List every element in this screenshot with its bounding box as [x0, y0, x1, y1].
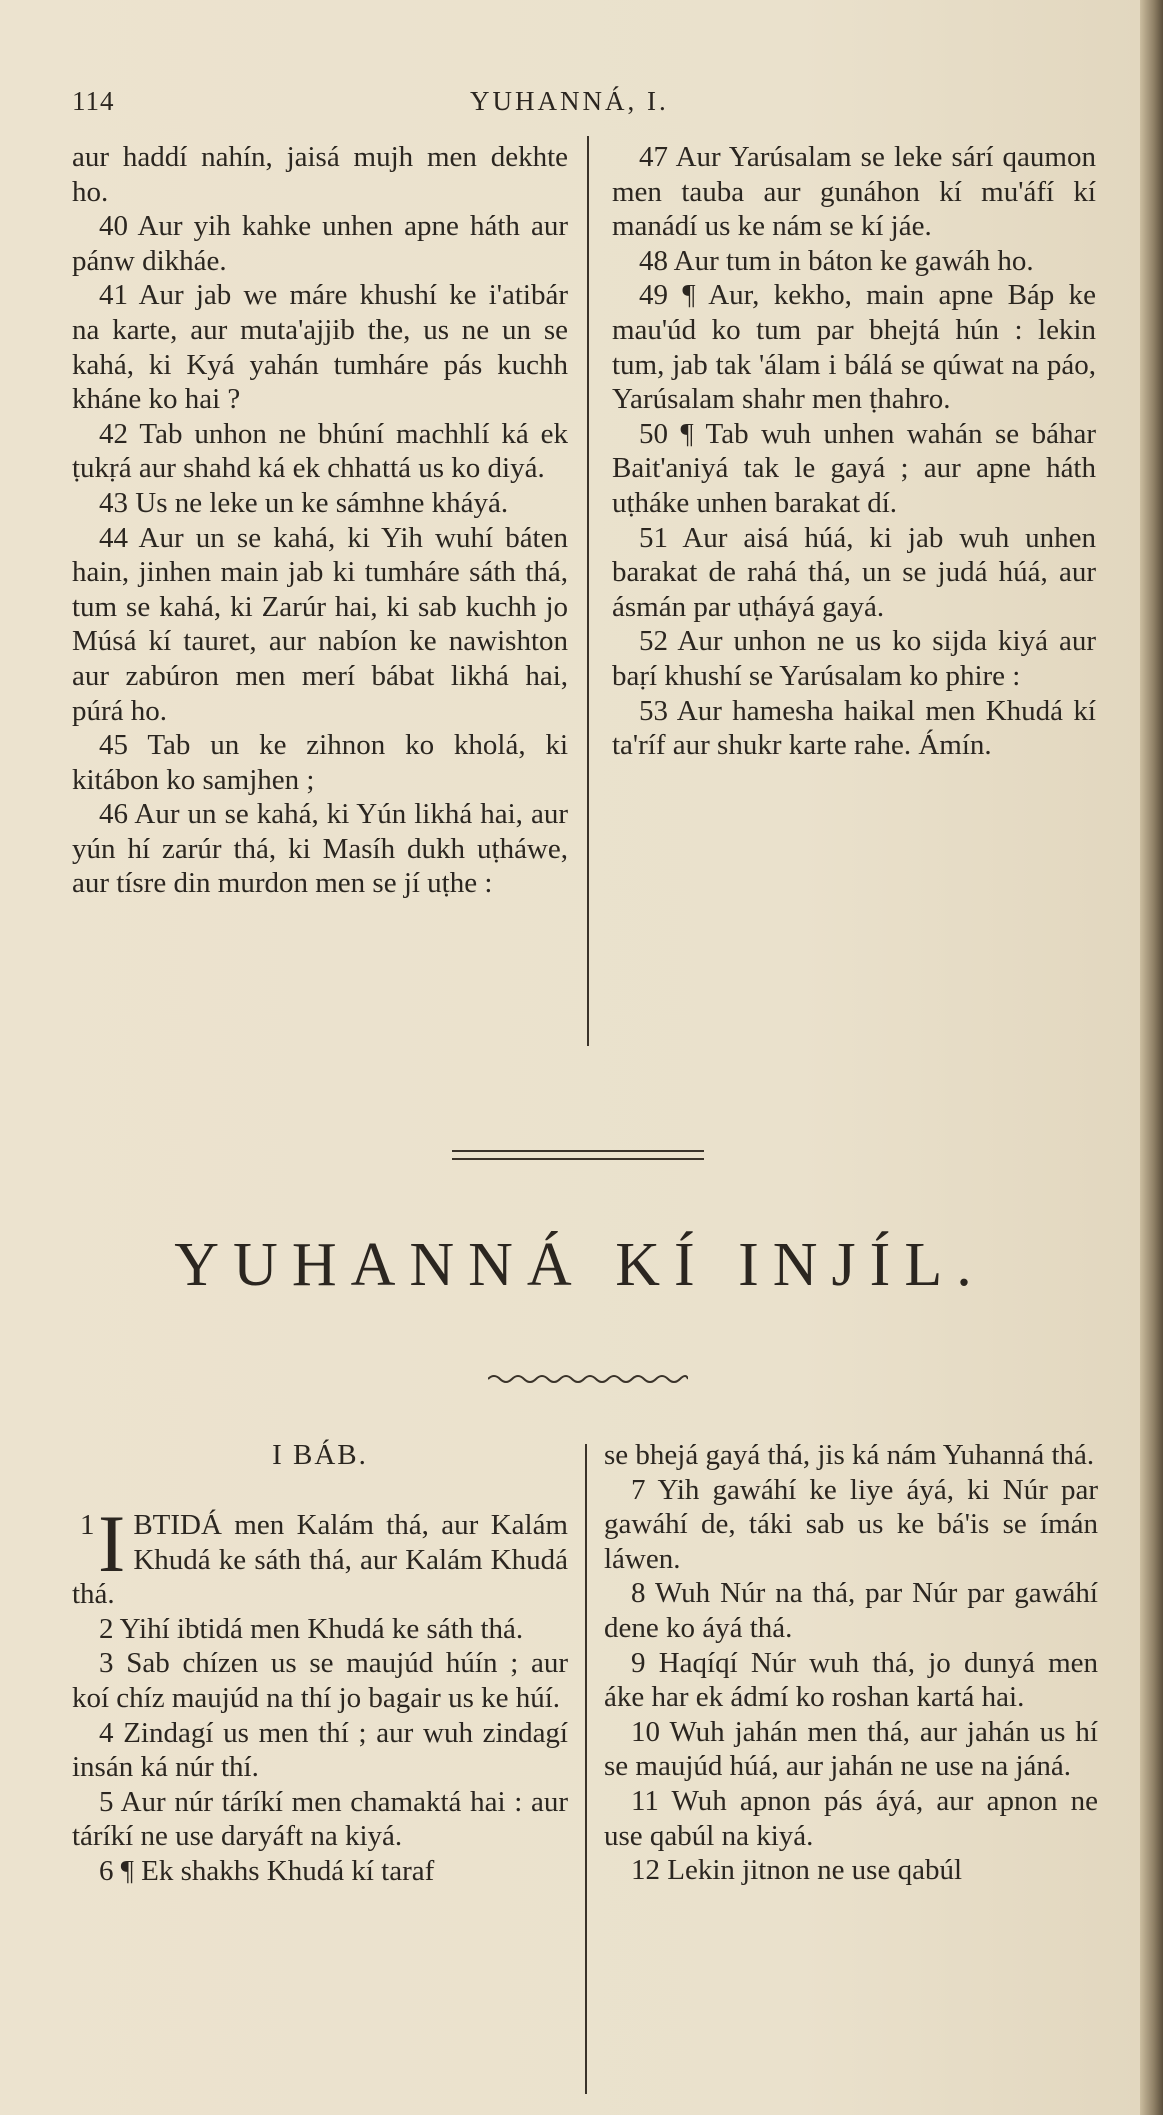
verse: se bhejá gayá thá, jis ká nám Yuhanná thá.	[604, 1439, 1095, 1471]
verse: 46 Aur un se kahá, ki Yún likhá hai, aur yún hí zarúr thá, ki Masíh dukh uṭháwe, aur tísre din murdon men se jí uṭhe :	[72, 798, 568, 900]
verse-text: BTIDÁ men Kalám thá, aur Kalám Khudá ke sáth thá, aur Kalám Khudá thá.	[72, 1509, 568, 1611]
verse: 2 Yihí ibtidá men Khudá ke sáth thá.	[99, 1612, 524, 1645]
verse: 5 Aur núr táríkí men chamaktá hai : aur táríkí ne use daryáft na kiyá.	[72, 1785, 568, 1853]
section-rule	[452, 1158, 704, 1160]
verse: 7 Yih gawáhí ke liye áyá, ki Núr par gawáhí de, táki sab us ke bá'is se ímán láwen.	[604, 1473, 1098, 1575]
section-rule	[452, 1150, 704, 1152]
verse: 44 Aur un se kahá, ki Yih wuhí báten hain, jinhen main jab ki tumháre sáth thá, tum se kahá, ki Zarúr hai, ki sab kuchh jo Músá kí tauret, aur nabíon ke nawishton aur zabúron men merí bábat likhá hai, púrá ho.	[72, 521, 568, 727]
running-chapter-title: YUHANNÁ, I.	[470, 86, 669, 116]
column-divider	[587, 136, 589, 1046]
verse: 12 Lekin jitnon ne use qabúl	[631, 1854, 963, 1887]
verse: 6 ¶ Ek shakhs Khudá kí taraf	[99, 1854, 435, 1887]
first-verse	[72, 1498, 568, 1612]
verse: aur haddí nahín, jaisá mujh men dekhte ho.	[72, 141, 568, 208]
verse: 9 Haqíqí Núr wuh thá, jo dunyá men áke har ek ádmí ko roshan kartá hai.	[604, 1646, 1098, 1714]
ornament-divider-icon	[488, 1372, 688, 1386]
column-top-right	[612, 140, 1096, 763]
column-bottom-left	[72, 1498, 568, 1889]
verse: 45 Tab un ke zihnon ko kholá, ki kitábon ko samjhen ;	[72, 729, 568, 796]
verse: 11 Wuh apnon pás áyá, aur apnon ne use qabúl na kiyá.	[604, 1784, 1098, 1852]
verse-number: 1	[80, 1509, 95, 1541]
chapter-title: I BÁB.	[272, 1439, 368, 1471]
verse: 4 Zindagí us men thí ; aur wuh zindagí insán ká núr thí.	[72, 1716, 568, 1784]
column-divider	[585, 1444, 587, 2094]
verse: 51 Aur aisá húá, ki jab wuh unhen barakat de rahá thá, un se judá húá, aur ásmán par uṭháyá gayá.	[612, 521, 1096, 623]
verse: 10 Wuh jahán men thá, aur jahán us hí se maujúd húá, aur jahán ne use na jáná.	[604, 1715, 1098, 1783]
verse: 47 Aur Yarúsalam se leke sárí qaumon men tauba aur gunáhon kí mu'áfí kí manádí us ke nám se kí jáe.	[612, 141, 1096, 243]
verse: 42 Tab unhon ne bhúní machhlí ká ek ṭukṛá aur shahd ká ek chhattá us ko diyá.	[72, 417, 568, 485]
drop-cap: I	[98, 1498, 126, 1589]
book-title: YUHANNÁ KÍ INJÍL.	[174, 1231, 986, 1299]
running-head	[72, 86, 1102, 126]
column-bottom-right	[604, 1438, 1098, 1888]
column-top-left	[72, 140, 568, 901]
verse: 48 Aur tum in báton ke gawáh ho.	[639, 244, 1034, 277]
verse: 53 Aur hamesha haikal men Khudá kí ta'ríf aur shukr karte rahe. Ámín.	[612, 694, 1096, 762]
verse: 50 ¶ Tab wuh unhen wahán se báhar Bait'aniyá tak le gayá ; aur apne háth uṭháke unhen barakat dí.	[612, 417, 1096, 519]
verse: 52 Aur unhon ne us ko sijda kiyá aur baṛí khushí se Yarúsalam ko phire :	[612, 625, 1096, 692]
page-edge	[1140, 0, 1163, 2115]
page-number: 114	[72, 86, 115, 116]
verse: 43 Us ne leke un ke sámhne kháyá.	[99, 486, 509, 519]
verse: 40 Aur yih kahke unhen apne háth aur pánw dikháe.	[72, 210, 568, 277]
verse: 3 Sab chízen us se maujúd húín ; aur koí chíz maujúd na thí jo bagair us ke húí.	[72, 1647, 568, 1714]
verse: 49 ¶ Aur, kekho, main apne Báp ke mau'úd ko tum par bhejtá hún : lekin tum, jab tak 'álam i bálá se qúwat na páo, Yarúsalam shahr men ṭhahro.	[612, 279, 1096, 416]
verse: 8 Wuh Núr na thá, par Núr par gawáhí dene ko áyá thá.	[604, 1577, 1098, 1644]
verse: 41 Aur jab we máre khushí ke i'atibár na karte, aur muta'ajjib the, us ne un se kahá, ki Kyá yahán tumháre pás kuchh kháne ko hai ?	[72, 279, 568, 416]
